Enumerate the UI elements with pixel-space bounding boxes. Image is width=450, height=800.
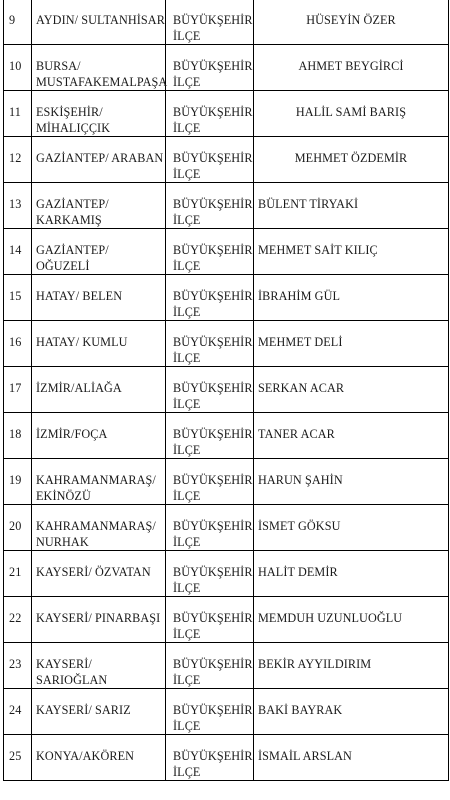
table-row — [4, 367, 449, 413]
row-number-cell: 19 — [4, 459, 32, 505]
location-cell: KAYSERİ/ SARIZ — [32, 689, 166, 735]
row-number-cell: 22 — [4, 597, 32, 643]
person-name-cell: MEHMET DELİ — [254, 321, 449, 367]
location-cell: GAZİANTEP/ KARKAMIŞ — [32, 183, 166, 229]
person-name-cell: SERKAN ACAR — [254, 367, 449, 413]
row-number-cell: 23 — [4, 643, 32, 689]
location-cell: GAZİANTEP/ ARABAN — [32, 137, 166, 183]
person-name-cell: BAKİ BAYRAK — [254, 689, 449, 735]
table-row — [4, 45, 449, 91]
table-row — [4, 505, 449, 551]
municipality-type-cell: BÜYÜKŞEHİR İLÇE — [166, 505, 254, 551]
table-row — [4, 413, 449, 459]
table-row — [4, 643, 449, 689]
location-cell: İZMİR/ALİAĞA — [32, 367, 166, 413]
row-number-cell: 9 — [4, 0, 32, 45]
table-row — [4, 689, 449, 735]
location-cell: KONYA/AKÖREN — [32, 735, 166, 781]
municipality-type-cell: BÜYÜKŞEHİR İLÇE — [166, 229, 254, 275]
person-name-cell: HARUN ŞAHİN — [254, 459, 449, 505]
table-row — [4, 321, 449, 367]
row-number-cell: 12 — [4, 137, 32, 183]
municipality-type-cell: BÜYÜKŞEHİR İLÇE — [166, 137, 254, 183]
row-number-cell: 11 — [4, 91, 32, 137]
row-number-cell: 15 — [4, 275, 32, 321]
municipality-type-cell: BÜYÜKŞEHİR İLÇE — [166, 413, 254, 459]
person-name-cell: MEMDUH UZUNLUOĞLU — [254, 597, 449, 643]
location-cell: KAHRAMANMARAŞ/ EKİNÖZÜ — [32, 459, 166, 505]
person-name-cell: İSMAİL ARSLAN — [254, 735, 449, 781]
location-cell: KAYSERİ/ PINARBAŞI — [32, 597, 166, 643]
row-number-cell: 21 — [4, 551, 32, 597]
row-number-cell: 25 — [4, 735, 32, 781]
officials-table — [3, 0, 449, 781]
person-name-cell: HALİL SAMİ BARIŞ — [254, 91, 449, 137]
location-cell: KAYSERİ/ SARIOĞLAN — [32, 643, 166, 689]
person-name-cell: MEHMET SAİT KILIÇ — [254, 229, 449, 275]
location-cell: GAZİANTEP/ OĞUZELİ — [32, 229, 166, 275]
officials-table-container — [3, 0, 448, 781]
municipality-type-cell: BÜYÜKŞEHİR İLÇE — [166, 597, 254, 643]
location-cell: BURSA/ MUSTAFAKEMALPAŞA — [32, 45, 166, 91]
person-name-cell: MEHMET ÖZDEMİR — [254, 137, 449, 183]
person-name-cell: İBRAHİM GÜL — [254, 275, 449, 321]
table-row — [4, 91, 449, 137]
row-number-cell: 18 — [4, 413, 32, 459]
table-row — [4, 459, 449, 505]
row-number-cell: 17 — [4, 367, 32, 413]
location-cell: HATAY/ KUMLU — [32, 321, 166, 367]
location-cell: KAYSERİ/ ÖZVATAN — [32, 551, 166, 597]
municipality-type-cell: BÜYÜKŞEHİR İLÇE — [166, 735, 254, 781]
person-name-cell: HALİT DEMİR — [254, 551, 449, 597]
person-name-cell: İSMET GÖKSU — [254, 505, 449, 551]
location-cell: AYDIN/ SULTANHİSAR — [32, 0, 166, 45]
municipality-type-cell: BÜYÜKŞEHİR İLÇE — [166, 45, 254, 91]
location-cell: KAHRAMANMARAŞ/ NURHAK — [32, 505, 166, 551]
table-row — [4, 551, 449, 597]
table-row — [4, 0, 449, 45]
table-row — [4, 137, 449, 183]
row-number-cell: 13 — [4, 183, 32, 229]
table-row — [4, 183, 449, 229]
person-name-cell: AHMET BEYGİRCİ — [254, 45, 449, 91]
municipality-type-cell: BÜYÜKŞEHİR İLÇE — [166, 275, 254, 321]
municipality-type-cell: BÜYÜKŞEHİR İLÇE — [166, 367, 254, 413]
municipality-type-cell: BÜYÜKŞEHİR İLÇE — [166, 183, 254, 229]
row-number-cell: 14 — [4, 229, 32, 275]
row-number-cell: 20 — [4, 505, 32, 551]
person-name-cell: BEKİR AYYILDIRIM — [254, 643, 449, 689]
location-cell: HATAY/ BELEN — [32, 275, 166, 321]
row-number-cell: 24 — [4, 689, 32, 735]
location-cell: ESKİŞEHİR/ MİHALIÇÇIK — [32, 91, 166, 137]
municipality-type-cell: BÜYÜKŞEHİR İLÇE — [166, 91, 254, 137]
municipality-type-cell: BÜYÜKŞEHİR İLÇE — [166, 321, 254, 367]
municipality-type-cell: BÜYÜKŞEHİR İLÇE — [166, 459, 254, 505]
row-number-cell: 16 — [4, 321, 32, 367]
table-row — [4, 229, 449, 275]
row-number-cell: 10 — [4, 45, 32, 91]
person-name-cell: TANER ACAR — [254, 413, 449, 459]
person-name-cell: HÜSEYİN ÖZER — [254, 0, 449, 45]
municipality-type-cell: BÜYÜKŞEHİR İLÇE — [166, 0, 254, 45]
table-row — [4, 275, 449, 321]
municipality-type-cell: BÜYÜKŞEHİR İLÇE — [166, 689, 254, 735]
table-row — [4, 597, 449, 643]
table-body — [4, 0, 449, 781]
person-name-cell: BÜLENT TİRYAKİ — [254, 183, 449, 229]
table-row — [4, 735, 449, 781]
municipality-type-cell: BÜYÜKŞEHİR İLÇE — [166, 551, 254, 597]
municipality-type-cell: BÜYÜKŞEHİR İLÇE — [166, 643, 254, 689]
location-cell: İZMİR/FOÇA — [32, 413, 166, 459]
